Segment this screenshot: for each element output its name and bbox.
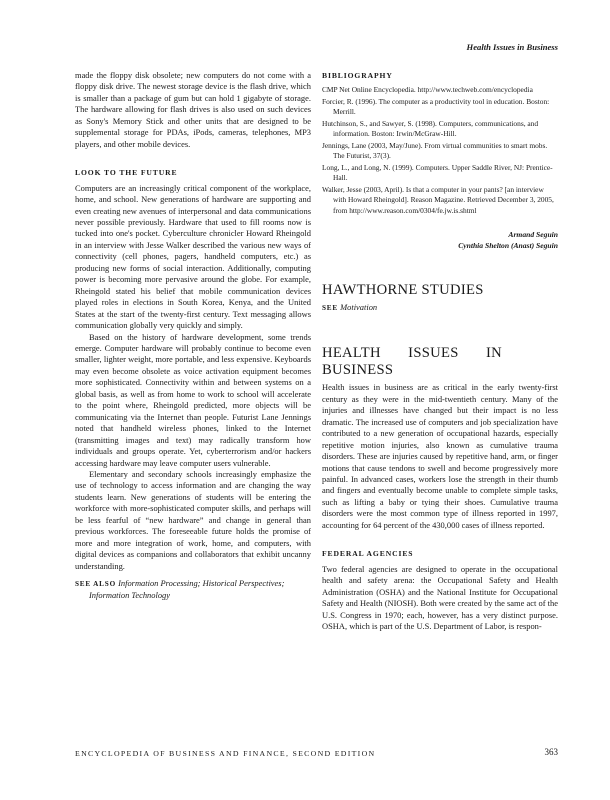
bibliography-entry: Long, L., and Long, N. (1999). Computers. Upper Saddle River, NJ: Prentice-Hall. bbox=[322, 162, 553, 183]
running-head: Health Issues in Business bbox=[466, 42, 558, 52]
section-heading-federal-agencies: FEDERAL AGENCIES bbox=[322, 549, 414, 559]
bibliography-list bbox=[322, 85, 558, 216]
left-column bbox=[75, 70, 311, 602]
author-name: Cynthia Shelton (Anast) Seguin bbox=[458, 241, 558, 251]
future-paragraph-3: Elementary and secondary schools increasingly emphasize the use of technology to access information and are changing the way students learn. New generations of students will be entering the workforce with more-sophisticated computer skills, and perhaps will be less fearful of “new hardware” and change in general than previous workforces. The foreseeable future holds the promise of more and more integration of work, home, and computers, with digital devices as companions and collaborators that exhibit uncanny understanding. bbox=[75, 468, 311, 571]
federal-agencies-paragraph: Two federal agencies are designed to operate in the occupational health and safety arena: the Occupational Safety and Health Administration (OSHA) and the National Institute for Occupational Safety and Health (NIOSH). Both were created by the same act of the U.S. Congress in 1970; each, however, has a very distinct purpose. OSHA, which is part of the U.S. Department of Labor, is respon- bbox=[322, 563, 558, 632]
entry-title-hawthorne-studies: HAWTHORNE STUDIES bbox=[322, 282, 484, 299]
see-label: SEE bbox=[322, 303, 338, 312]
entry-title-health-issues: HEALTH ISSUES IN BUSINESS bbox=[322, 345, 502, 378]
article-authors bbox=[322, 229, 558, 251]
see-link-motivation[interactable]: Motivation bbox=[340, 301, 378, 312]
see-also-crossref bbox=[75, 578, 311, 602]
bibliography-entry: CMP Net Online Encyclopedia. http://www.techweb.com/encyclopedia bbox=[322, 85, 533, 95]
page-number: 363 bbox=[544, 747, 558, 757]
hawthorne-see-crossref bbox=[322, 302, 558, 314]
future-paragraph-1: Computers are an increasingly critical component of the workplace, home, and school. New generations of hardware are supporting and even creating new avenues of interpersonal and data communications never possible previously. Hardware that used to fill rooms now is tucked into one's pocket. Cyberculture chronicler Howard Rheingold in an interview with Jesse Walker described the various new ways of connectivity (cell phones, pagers, handheld computers, etc.) as producing new forms of social interaction. Additionally, computing power is becoming more pervasive around the globe. For example, Rheingold stated his belief that mobile communication devices played roles in elections in South Korea, Kenya, and the United States at the start of the twenty-first century. Text messaging allows communication globally very quickly and simply. bbox=[75, 182, 311, 331]
footer-publication-title: ENCYCLOPEDIA OF BUSINESS AND FINANCE, SECOND EDITION bbox=[75, 749, 376, 758]
see-also-links[interactable]: Information Processing; Historical Perspectives; Information Technology bbox=[89, 578, 285, 601]
intro-paragraph: made the floppy disk obsolete; new computers do not come with a floppy disk drive. The newest storage device is the flash drive, which is smaller than a package of gum but can hold 1 gigabyte of storage. The hardware allowing for flash drives is also used on such devices as Sony's Memory Stick and other units that are designed to be supplemental storage for PDAs, iPods, cameras, telephones, MP3 players, and other mobile devices. bbox=[75, 70, 311, 149]
future-paragraph-2: Based on the history of hardware development, some trends emerge. Computer hardware will probably continue to become even smaller, lighter weight, more portable, and less expensive. Keyboards may even become obsolete as voice activation equipment becomes more sophisticated. Connectivity within and between systems on a global basis, as well as from home to work to school will accelerate to the point where, Rheingold predicted, more objects will be communicating via the Internet than people. Futurist Lane Jennings noted that handheld wireless phones, linked to the Internet (transmitting images and text) may radically transform how individuals and groups operate. Yet, cyberterrorism and/or hackers accessing hardware may leave computer users vulnerable. bbox=[75, 331, 311, 468]
bibliography-entry: Forcier, R. (1996). The computer as a productivity tool in education. Boston: Merrill. bbox=[322, 96, 550, 117]
bibliography-heading: BIBLIOGRAPHY bbox=[322, 71, 393, 80]
see-also-label: SEE ALSO bbox=[75, 580, 116, 589]
section-heading-look-to-the-future: LOOK TO THE FUTURE bbox=[75, 168, 178, 178]
right-column bbox=[322, 70, 558, 632]
bibliography-entry: Walker, Jesse (2003, April). Is that a computer in your pants? [an interview with Howard Rheingold]. Reason Magazine. Retrieved December 3, 2005, from http://www.reason.com/0304/fe.jw.is.shtml bbox=[322, 184, 554, 215]
bibliography-entry: Hutchinson, S., and Sawyer, S. (1998). Computers, communications, and information. Boston: Irwin/McGraw-Hill. bbox=[322, 118, 539, 139]
health-intro-paragraph: Health issues in business are as critical in the early twenty-first century as they were in the mid-twentieth century. Many of the injuries and illnesses have changed but their impact is no less dramatic. The increased use of computers and job specialization have contributed to a new generation of occupational hazards, especially repetitive motion injuries, also known as cumulative trauma disorders. These are injuries caused by repetitive hand, arm, or finger motions that cause tendons to swell and become progressively more painful. In advanced cases, workers lose the strength in their thumb and fingers and eventually become unable to complete simple tasks, such as lifting a baby or tying their shoes. Cumulative trauma disorders were the most common type of illness reported in 1997, accounting for 64 percent of the 430,000 cases of illness reported. bbox=[322, 382, 558, 530]
bibliography-entry: Jennings, Lane (2003, May/June). From virtual communities to smart mobs. The Futurist, 37(3). bbox=[322, 140, 548, 161]
author-name: Armand Seguin bbox=[508, 230, 558, 240]
